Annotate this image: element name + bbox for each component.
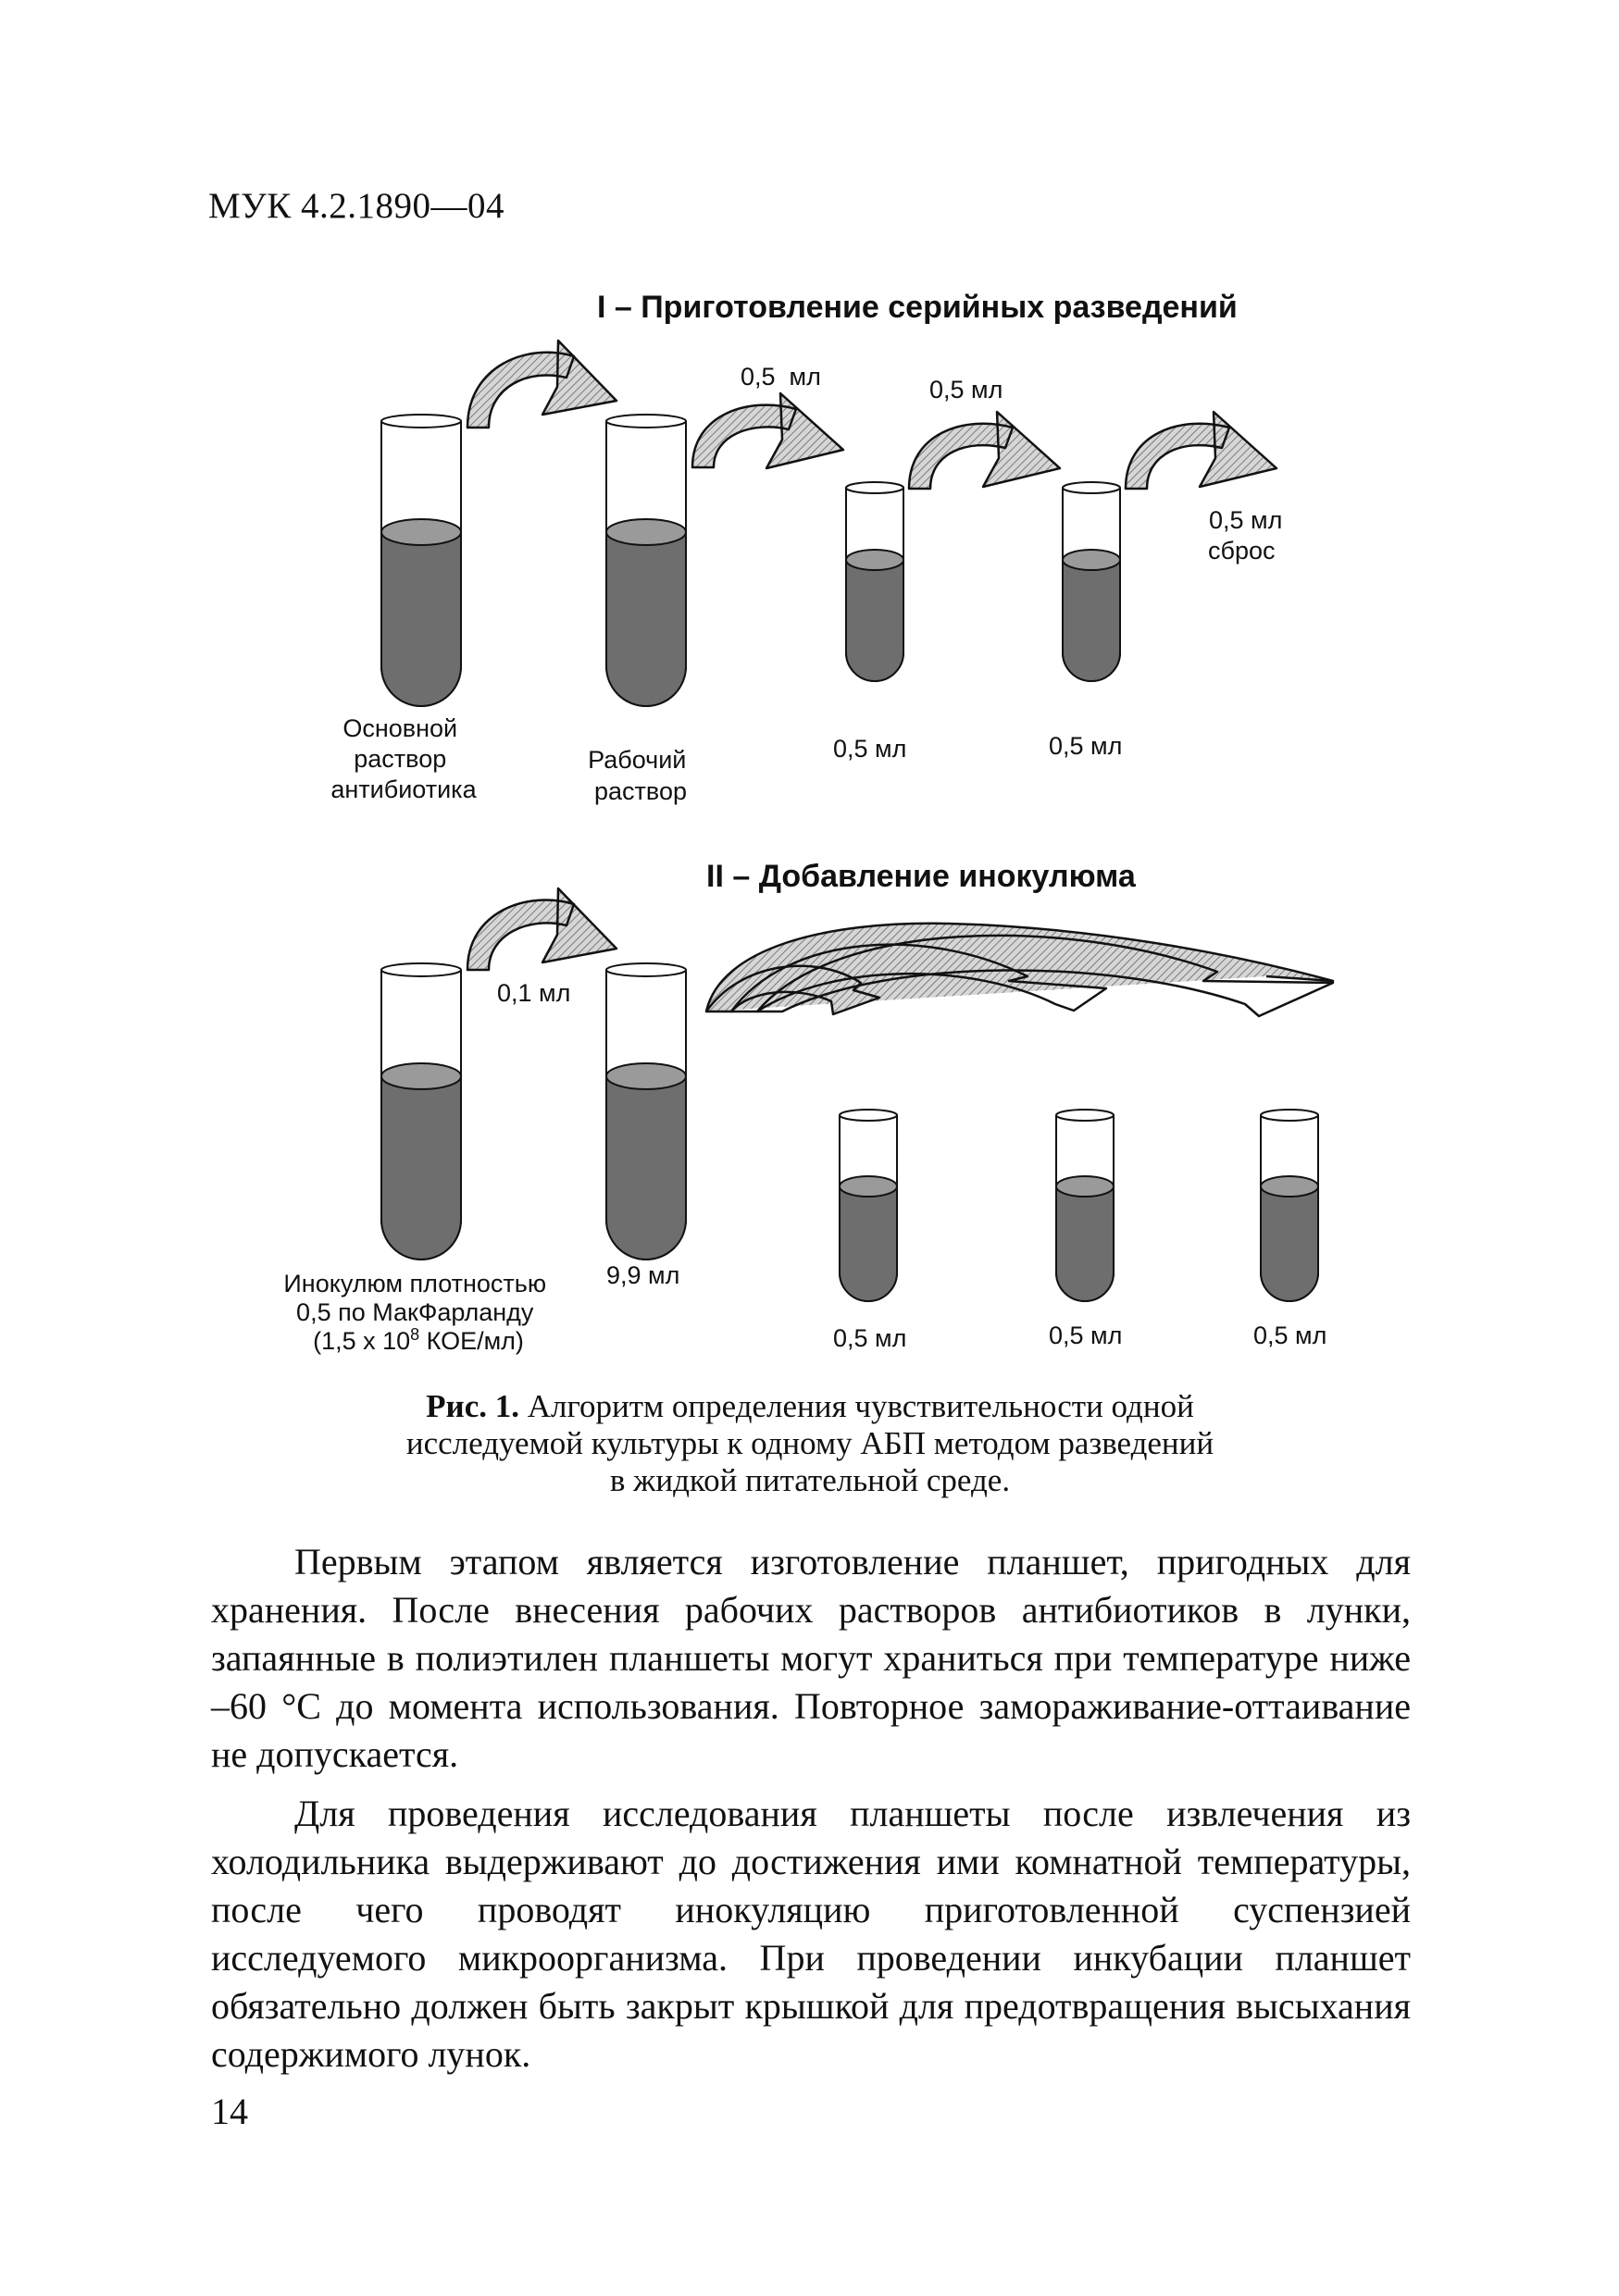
- broth-tube: [606, 963, 686, 1260]
- transfer-arrow-working-to-dilution-1: [692, 393, 843, 468]
- test-tube-1: [840, 1110, 897, 1301]
- dilution-tube-2: [1063, 482, 1120, 681]
- working-solution-label: Рабочий раствор: [588, 746, 687, 805]
- caption-label: Рис. 1.: [426, 1388, 520, 1424]
- inoculum-tube: [381, 963, 461, 1260]
- test-tube-2: [1056, 1110, 1114, 1301]
- test-tube-2-volume: 0,5 мл: [1049, 1322, 1123, 1349]
- transfer-volume-1: 0,5 мл: [741, 363, 821, 391]
- test-tube-3-volume: 0,5 мл: [1253, 1322, 1327, 1349]
- working-solution-tube: [606, 415, 686, 706]
- section-2-title: II – Добавление инокулюма: [706, 859, 1136, 894]
- distribution-arrow: [706, 924, 1333, 1014]
- caption-line-2: исследуемой культуры к одному АБП методом разведений: [405, 1425, 1214, 1461]
- caption-line-1: Алгоритм определения чувствительности одной: [519, 1388, 1194, 1424]
- caption-line-3: в жидкой питательной среде.: [609, 1462, 1011, 1498]
- paragraph-2: Для проведения исследования планшеты после извлечения из холодильника выдерживают до достижения ими комнатной температуры, после чего проводят инокуляцию приготовленной суспензией исследуемого микроорганизма. При проведении инкубации планшет обязательно должен быть закрыт крышкой для предотвращения высыхания содержимого лунок.: [211, 1793, 1411, 2075]
- stock-solution-label: Основной раствор антибиотика: [330, 714, 477, 803]
- section-1-title: I – Приготовление серийных разведений: [597, 290, 1238, 325]
- body-text: [211, 1538, 1411, 2090]
- dilution-tube-1: [846, 482, 903, 681]
- dilution-tube-1-volume: 0,5 мл: [833, 735, 907, 763]
- paragraph-1: Первым этапом является изготовление планшет, пригодных для хранения. После внесения рабочих растворов антибиотиков в лунки, запаянные в полиэтилен планшеты могут храниться при температуре ниже –60 °С до момента использования. Повторное замораживание-оттаивание не допускается.: [211, 1541, 1411, 1775]
- transfer-arrow-inoculum-to-broth: [467, 888, 616, 970]
- transfer-volume-2: 0,5 мл: [929, 376, 1003, 403]
- discard-arrow: [1126, 412, 1277, 489]
- transfer-arrow-dilution-1-to-2: [909, 412, 1060, 489]
- document-code: МУК 4.2.1890—04: [208, 186, 505, 226]
- figure-caption: [278, 1388, 1342, 1499]
- discard-word: сброс: [1208, 537, 1276, 565]
- test-tube-1-volume: 0,5 мл: [833, 1324, 907, 1352]
- inoculum-transfer-volume: 0,1 мл: [497, 979, 571, 1007]
- discard-amount: 0,5 мл: [1209, 506, 1283, 534]
- dilution-tube-2-volume: 0,5 мл: [1049, 732, 1123, 760]
- broth-tube-volume: 9,9 мл: [606, 1261, 680, 1289]
- inoculum-label: Инокулюм плотностью 0,5 по МакФарланду (1,5 х $10^8$ КОЕ/мл): [283, 1270, 547, 1355]
- page-number: 14: [211, 2091, 248, 2132]
- transfer-arrow-stock-to-working: [467, 341, 616, 428]
- test-tube-3: [1261, 1110, 1318, 1301]
- stock-tube: [381, 415, 461, 706]
